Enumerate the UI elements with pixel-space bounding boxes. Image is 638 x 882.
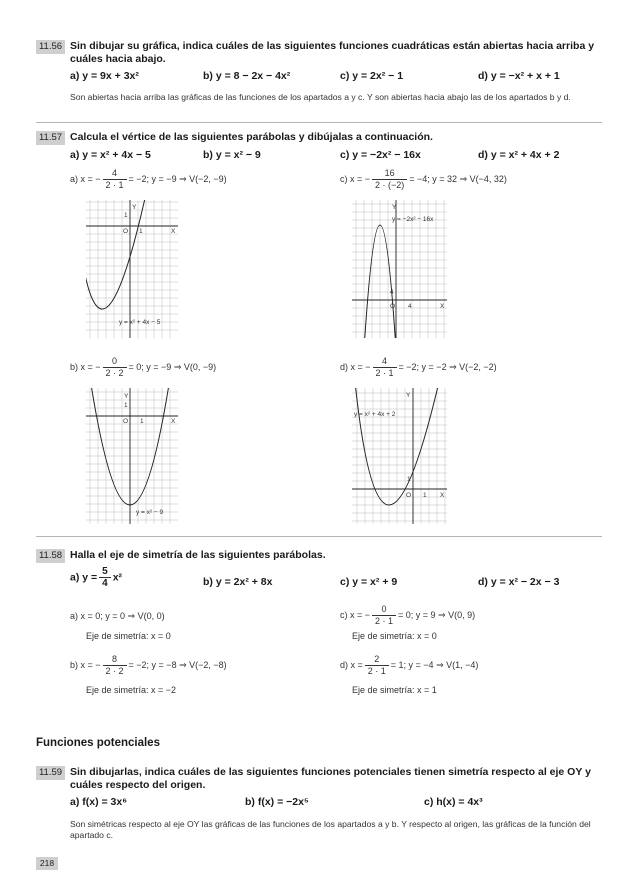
svg-text:1: 1 (140, 418, 144, 425)
svg-text:1: 1 (139, 228, 143, 235)
graph-b (86, 388, 178, 524)
graph-c (352, 200, 447, 338)
exercise-statement: Sin dibujar su gráfica, indica cuáles de las siguientes funciones cuadráticas están abiertas hacia arriba y cuáles hacia abajo. (70, 40, 595, 65)
exercise-statement: Sin dibujarlas, indica cuáles de las siguientes funciones potenciales tienen simetría respecto al eje OY y cuáles respecto del origen. (70, 766, 591, 791)
exercise-number: 11.59 (36, 766, 65, 780)
exercise-number: 11.56 (36, 40, 65, 54)
svg-text:4: 4 (390, 289, 394, 296)
solution-b: b) x = − $\frac{0}{2 \cdot 2}$ = 0; y = −9 ⇒ V(0, −9) (70, 356, 217, 378)
svg-text:y = x² + 4x − 5: y = x² + 4x − 5 (119, 319, 161, 326)
svg-text:y = −2x² − 16x: y = −2x² − 16x (392, 216, 434, 223)
answer-text: Son abiertas hacia arriba las gráficas de las funciones de los apartados a y c. Y son abiertas hacia abajo las de los apartados b y d. (70, 92, 571, 102)
exercise-number: 11.57 (36, 131, 65, 145)
option-d: d) y = x² + 4x + 2 (478, 149, 560, 161)
option-d: d) y = −x² + x + 1 (478, 70, 560, 82)
axis-b: Eje de simetría: x = −2 (86, 685, 177, 695)
svg-text:O: O (123, 418, 129, 425)
option-a: a) y = 9x + 3x² (70, 70, 139, 82)
svg-text:y = x² + 4x + 2: y = x² + 4x + 2 (354, 411, 396, 418)
option-a: a) y = $\frac{5}{4}$ x² (70, 566, 123, 589)
svg-text:Y: Y (132, 204, 137, 211)
svg-text:1: 1 (124, 212, 128, 219)
page-number: 218 (36, 857, 58, 870)
exercise-number: 11.58 (36, 549, 65, 563)
solution-a: a) x = − $\frac{4}{2 \cdot 1}$ = −2; y = −9 ⇒ V(−2, −9) (70, 168, 227, 190)
solution-a: a) x = 0; y = 0 ⇒ V(0, 0) (70, 611, 165, 621)
svg-text:4: 4 (408, 303, 412, 310)
svg-text:O: O (123, 228, 129, 235)
axis-c: Eje de simetría: x = 0 (352, 631, 437, 641)
exercise-statement: Halla el eje de simetría de las siguientes parábolas. (70, 549, 326, 561)
option-c: c) y = x² + 9 (340, 576, 398, 588)
svg-text:Y: Y (406, 392, 411, 399)
svg-text:1: 1 (124, 402, 128, 409)
axis-a: Eje de simetría: x = 0 (86, 631, 171, 641)
svg-text:X: X (440, 303, 445, 310)
option-c: c) h(x) = 4x³ (424, 796, 483, 808)
svg-text:y = x² − 9: y = x² − 9 (136, 509, 164, 516)
solution-d: d) x = − $\frac{4}{2 \cdot 1}$ = −2; y = −2 ⇒ V(−2, −2) (340, 356, 497, 378)
solution-c: c) x = − $\frac{0}{2 \cdot 1}$ = 0; y = 9 ⇒ V(0, 9) (340, 604, 476, 626)
divider (36, 122, 602, 123)
option-b: b) y = 8 − 2x − 4x² (203, 70, 291, 82)
option-b: b) y = x² − 9 (203, 149, 261, 161)
answer-text: Son simétricas respecto al eje OY las gráficas de las funciones de los apartados a y b. Y respecto al origen, las gráficas de la función del apartado c. (70, 819, 591, 840)
option-d: d) y = x² − 2x − 3 (478, 576, 560, 588)
option-a: a) f(x) = 3x⁶ (70, 796, 128, 808)
svg-text:Y: Y (392, 204, 397, 211)
svg-text:Y: Y (124, 393, 129, 400)
svg-text:O: O (390, 303, 396, 310)
option-c: c) y = 2x² − 1 (340, 70, 404, 82)
exercise-statement: Calcula el vértice de las siguientes parábolas y dibújalas a continuación. (70, 131, 433, 143)
svg-text:O: O (406, 492, 412, 499)
svg-text:1: 1 (423, 492, 427, 499)
svg-text:X: X (171, 228, 176, 235)
svg-text:X: X (171, 418, 176, 425)
solution-b: b) x = − $\frac{8}{2 \cdot 2}$ = −2; y = −8 ⇒ V(−2, −8) (70, 654, 227, 676)
divider (36, 536, 602, 537)
option-a: a) y = x² + 4x − 5 (70, 149, 151, 161)
svg-text:X: X (440, 492, 445, 499)
solution-c: c) x = − $\frac{16}{2 \cdot (-2)}$ = −4; y = 32 ⇒ V(−4, 32) (340, 168, 507, 190)
svg-text:1: 1 (407, 476, 411, 483)
graph-d (352, 388, 447, 524)
axis-d: Eje de simetría: x = 1 (352, 685, 437, 695)
section-title: Funciones potenciales (36, 737, 160, 749)
graph-a (86, 200, 178, 338)
option-c: c) y = −2x² − 16x (340, 149, 421, 161)
option-b: b) f(x) = −2x⁵ (245, 796, 309, 808)
option-b: b) y = 2x² + 8x (203, 576, 273, 588)
solution-d: d) x = $\frac{2}{2 \cdot 1}$ = 1; y = −4 ⇒ V(1, −4) (340, 654, 479, 676)
